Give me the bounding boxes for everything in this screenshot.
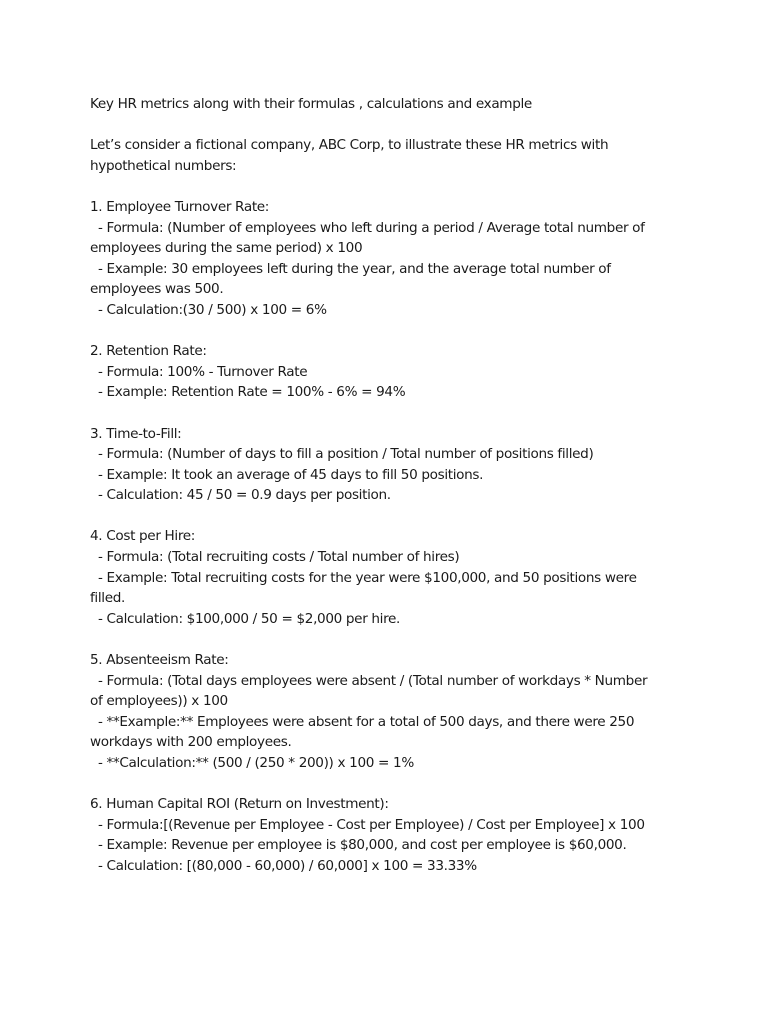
section-line: - Calculation:(30 / 500) x 100 = 6% xyxy=(90,301,327,318)
spacer xyxy=(90,506,690,527)
section-heading: 4. Cost per Hire: xyxy=(90,528,196,545)
section-heading: 6. Human Capital ROI (Return on Investment): xyxy=(90,796,389,813)
section-line: - **Example:** Employees were absent for a total of 500 days, and there were 250 xyxy=(90,713,635,730)
document-title: Key HR metrics along with their formulas , calculations and example xyxy=(90,96,532,112)
section-line: - Example: Total recruiting costs for the year were $100,000, and 50 positions were xyxy=(90,569,637,586)
spacer xyxy=(90,115,690,136)
section-line: - Example: It took an average of 45 days to fill 50 positions. xyxy=(90,466,484,483)
section-time-to-fill xyxy=(90,424,690,506)
section-line: workdays with 200 employees. xyxy=(90,734,292,751)
section-line: - Formula: (Number of days to fill a position / Total number of positions filled) xyxy=(90,446,594,463)
section-line: - Example: 30 employees left during the year, and the average total number of xyxy=(90,260,611,277)
section-heading: 3. Time-to-Fill: xyxy=(90,425,182,442)
section-heading: 1. Employee Turnover Rate: xyxy=(90,198,270,215)
section-line: - Formula: (Number of employees who left during a period / Average total number of xyxy=(90,219,645,236)
spacer xyxy=(90,774,690,795)
section-line: - Formula: 100% - Turnover Rate xyxy=(90,363,308,380)
section-line: employees was 500. xyxy=(90,281,224,298)
spacer xyxy=(90,321,690,342)
section-heading: 5. Absenteeism Rate: xyxy=(90,652,229,669)
document-body xyxy=(90,94,690,877)
section-line: - Formula: (Total recruiting costs / Total number of hires) xyxy=(90,549,460,566)
section-line: - Example: Revenue per employee is $80,000, and cost per employee is $60,000. xyxy=(90,837,627,854)
section-line: filled. xyxy=(90,590,125,607)
section-heading: 2. Retention Rate: xyxy=(90,343,207,360)
section-line: - Calculation: 45 / 50 = 0.9 days per position. xyxy=(90,487,391,504)
section-absenteeism-rate xyxy=(90,650,690,774)
section-human-capital-roi xyxy=(90,794,690,876)
section-line: - Calculation: $100,000 / 50 = $2,000 per hire. xyxy=(90,610,401,627)
section-line: - Formula:[(Revenue per Employee - Cost per Employee) / Cost per Employee] x 100 xyxy=(90,816,645,833)
spacer xyxy=(90,176,690,197)
spacer xyxy=(90,629,690,650)
section-retention-rate xyxy=(90,341,690,403)
section-line: - Example: Retention Rate = 100% - 6% = 94% xyxy=(90,384,406,401)
section-employee-turnover-rate xyxy=(90,197,690,321)
section-line: - **Calculation:** (500 / (250 * 200)) x 100 = 1% xyxy=(90,755,414,771)
intro-line: Let’s consider a fictional company, ABC Corp, to illustrate these HR metrics with xyxy=(90,137,609,154)
spacer xyxy=(90,403,690,424)
section-line: - Calculation: [(80,000 - 60,000) / 60,000] x 100 = 33.33% xyxy=(90,857,477,874)
section-line: employees during the same period) x 100 xyxy=(90,240,363,257)
section-line: of employees)) x 100 xyxy=(90,693,228,710)
section-line: - Formula: (Total days employees were absent / (Total number of workdays * Number xyxy=(90,672,648,689)
intro-line: hypothetical numbers: xyxy=(90,157,237,174)
section-cost-per-hire xyxy=(90,526,690,629)
